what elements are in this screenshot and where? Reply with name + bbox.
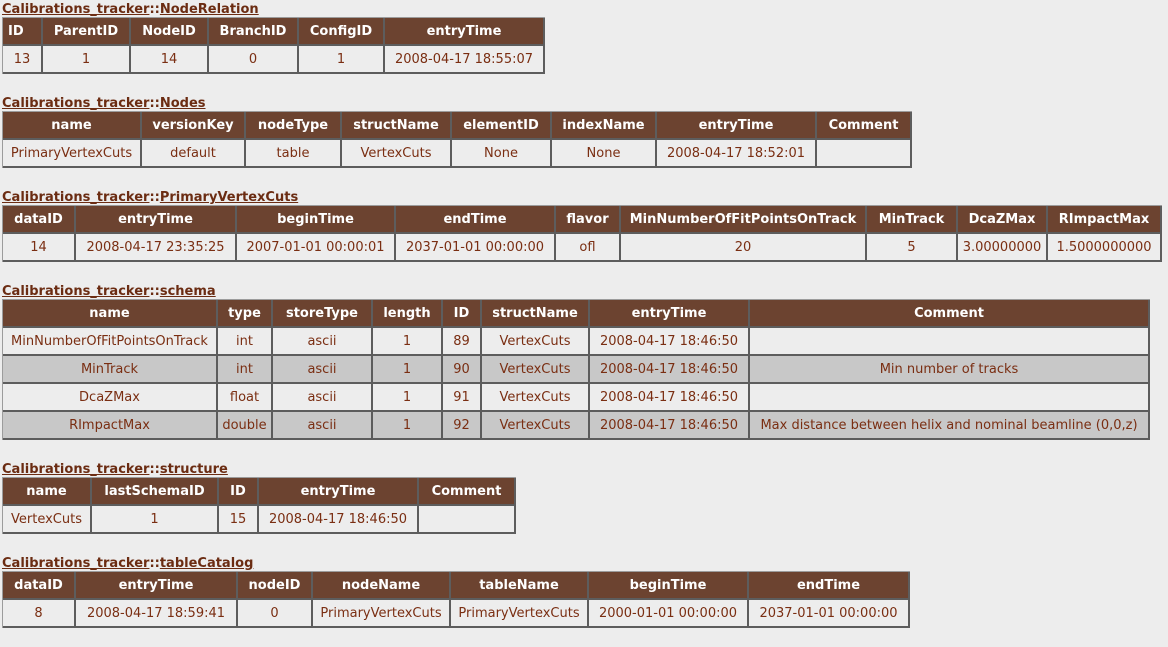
table-cell: 0: [238, 600, 313, 628]
table-cell: 1: [373, 384, 443, 412]
table-cell: 1: [92, 506, 219, 534]
table-cell: VertexCuts: [482, 328, 590, 356]
db-link[interactable]: Calibrations_tracker: [2, 2, 150, 17]
separator: ::: [149, 96, 160, 111]
separator: ::: [149, 190, 160, 205]
table-link[interactable]: PrimaryVertexCuts: [159, 190, 299, 205]
section-title: [2, 557, 910, 571]
table-cell: 2008-04-17 18:46:50: [590, 412, 750, 440]
col-header[interactable]: endTime: [396, 206, 556, 234]
table-cell: 1: [43, 46, 131, 74]
table-row: [3, 506, 516, 534]
separator: ::: [149, 2, 160, 17]
section-title: [2, 191, 1162, 205]
table-cell: [750, 384, 1150, 412]
table-link[interactable]: NodeRelation: [159, 2, 259, 17]
col-header[interactable]: DcaZMax: [958, 206, 1048, 234]
table-cell: Max distance between helix and nominal beamline (0,0,z): [750, 412, 1150, 440]
table-cell: 89: [443, 328, 482, 356]
table-cell: 2008-04-17 18:46:50: [590, 328, 750, 356]
table-cell: 0: [209, 46, 299, 74]
section-schema: [2, 285, 1150, 440]
col-header[interactable]: MinNumberOfFitPointsOnTrack: [621, 206, 867, 234]
col-header[interactable]: Comment: [817, 112, 912, 140]
table-cell: [817, 140, 912, 168]
table-cell: [419, 506, 516, 534]
col-header[interactable]: nodeName: [313, 572, 451, 600]
col-header[interactable]: structName: [482, 300, 590, 328]
table-cell: 2000-01-01 00:00:00: [589, 600, 749, 628]
schema-table: [2, 299, 1150, 440]
table-cell: 1.5000000000: [1048, 234, 1162, 262]
table-row: [3, 384, 1150, 412]
col-header[interactable]: NodeID: [131, 18, 209, 46]
table-cell: [750, 328, 1150, 356]
separator: ::: [149, 462, 160, 477]
table-row: [3, 328, 1150, 356]
section-nodes: [2, 97, 912, 168]
table-cell: 13: [3, 46, 43, 74]
table-cell: 2008-04-17 23:35:25: [76, 234, 237, 262]
table-cell: 20: [621, 234, 867, 262]
col-header[interactable]: structName: [342, 112, 452, 140]
col-header[interactable]: dataID: [3, 572, 76, 600]
table-cell: VertexCuts: [482, 412, 590, 440]
table-row: [3, 412, 1150, 440]
col-header[interactable]: MinTrack: [867, 206, 958, 234]
table-cell: float: [218, 384, 273, 412]
table-cell: 2008-04-17 18:59:41: [76, 600, 238, 628]
table-cell: ascii: [273, 384, 373, 412]
col-header[interactable]: Comment: [750, 300, 1150, 328]
table-cell: RImpactMax: [3, 412, 218, 440]
db-link[interactable]: Calibrations_tracker: [2, 96, 150, 111]
table-cell: MinNumberOfFitPointsOnTrack: [3, 328, 218, 356]
table-cell: 14: [3, 234, 76, 262]
node-relation-table: [2, 17, 545, 74]
section-structure: [2, 463, 516, 534]
nodes-table: [2, 111, 912, 168]
table-cell: ascii: [273, 328, 373, 356]
col-header[interactable]: Comment: [419, 478, 516, 506]
col-header[interactable]: versionKey: [142, 112, 246, 140]
table-link[interactable]: tableCatalog: [159, 556, 254, 571]
table-cell: 3.00000000: [958, 234, 1048, 262]
col-header[interactable]: storeType: [273, 300, 373, 328]
table-link[interactable]: schema: [159, 284, 216, 299]
col-header[interactable]: entryTime: [385, 18, 545, 46]
col-header[interactable]: tableName: [451, 572, 589, 600]
table-cell: double: [218, 412, 273, 440]
table-cell: VertexCuts: [482, 384, 590, 412]
table-cell: ascii: [273, 356, 373, 384]
col-header[interactable]: lastSchemaID: [92, 478, 219, 506]
table-cell: 90: [443, 356, 482, 384]
primary-vertex-cuts-table: [2, 205, 1162, 262]
table-cell: 8: [3, 600, 76, 628]
table-cell: default: [142, 140, 246, 168]
table-cell: 2037-01-01 00:00:00: [749, 600, 910, 628]
table-cell: None: [452, 140, 552, 168]
table-cell: 2008-04-17 18:46:50: [590, 356, 750, 384]
table-cell: 1: [373, 412, 443, 440]
col-header[interactable]: length: [373, 300, 443, 328]
section-title: [2, 285, 1150, 299]
section-table-catalog: [2, 557, 910, 628]
col-header[interactable]: entryTime: [657, 112, 817, 140]
col-header[interactable]: endTime: [749, 572, 910, 600]
section-title: [2, 463, 516, 477]
separator: ::: [149, 284, 160, 299]
table-cell: 2007-01-01 00:00:01: [237, 234, 396, 262]
section-title: [2, 3, 545, 17]
col-header[interactable]: entryTime: [76, 206, 237, 234]
col-header[interactable]: flavor: [556, 206, 621, 234]
table-cell: 14: [131, 46, 209, 74]
col-header[interactable]: ID: [3, 18, 43, 46]
table-cell: 1: [373, 356, 443, 384]
col-header[interactable]: type: [218, 300, 273, 328]
col-header[interactable]: beginTime: [237, 206, 396, 234]
col-header[interactable]: ConfigID: [299, 18, 385, 46]
col-header[interactable]: entryTime: [259, 478, 419, 506]
table-cell: MinTrack: [3, 356, 218, 384]
table-row: [3, 140, 912, 168]
table-cell: 15: [219, 506, 259, 534]
col-header[interactable]: BranchID: [209, 18, 299, 46]
table-cell: VertexCuts: [342, 140, 452, 168]
col-header[interactable]: dataID: [3, 206, 76, 234]
table-cell: 91: [443, 384, 482, 412]
db-link[interactable]: Calibrations_tracker: [2, 556, 150, 571]
col-header[interactable]: entryTime: [76, 572, 238, 600]
table-cell: int: [218, 328, 273, 356]
section-title: [2, 97, 912, 111]
table-cell: None: [552, 140, 657, 168]
table-cell: ascii: [273, 412, 373, 440]
col-header[interactable]: elementID: [452, 112, 552, 140]
col-header[interactable]: entryTime: [590, 300, 750, 328]
col-header[interactable]: RImpactMax: [1048, 206, 1162, 234]
col-header[interactable]: ParentID: [43, 18, 131, 46]
structure-table: [2, 477, 516, 534]
table-cell: ofl: [556, 234, 621, 262]
table-cell: Min number of tracks: [750, 356, 1150, 384]
table-link[interactable]: Nodes: [159, 96, 206, 111]
col-header[interactable]: beginTime: [589, 572, 749, 600]
table-cell: VertexCuts: [3, 506, 92, 534]
table-cell: 92: [443, 412, 482, 440]
table-cell: int: [218, 356, 273, 384]
table-cell: 2008-04-17 18:55:07: [385, 46, 545, 74]
table-link[interactable]: structure: [159, 462, 228, 477]
col-header[interactable]: nodeType: [246, 112, 342, 140]
section-node-relation: [2, 3, 545, 74]
table-cell: PrimaryVertexCuts: [313, 600, 451, 628]
col-header[interactable]: ID: [219, 478, 259, 506]
db-link[interactable]: Calibrations_tracker: [2, 190, 150, 205]
col-header[interactable]: name: [3, 478, 92, 506]
table-cell: 2008-04-17 18:46:50: [259, 506, 419, 534]
table-row: [3, 356, 1150, 384]
table-row: [3, 46, 545, 74]
table-cell: 2008-04-17 18:46:50: [590, 384, 750, 412]
table-cell: VertexCuts: [482, 356, 590, 384]
db-link[interactable]: Calibrations_tracker: [2, 284, 150, 299]
table-cell: 1: [373, 328, 443, 356]
table-cell: PrimaryVertexCuts: [451, 600, 589, 628]
col-header[interactable]: ID: [443, 300, 482, 328]
table-cell: 2008-04-17 18:52:01: [657, 140, 817, 168]
table-row: [3, 234, 1162, 262]
col-header[interactable]: nodeID: [238, 572, 313, 600]
separator: ::: [149, 556, 160, 571]
table-cell: 5: [867, 234, 958, 262]
col-header[interactable]: indexName: [552, 112, 657, 140]
table-cell: 2037-01-01 00:00:00: [396, 234, 556, 262]
table-row: [3, 600, 910, 628]
table-cell: DcaZMax: [3, 384, 218, 412]
table-cell: 1: [299, 46, 385, 74]
db-link[interactable]: Calibrations_tracker: [2, 462, 150, 477]
section-primary-vertex-cuts: [2, 191, 1162, 262]
table-catalog-table: [2, 571, 910, 628]
col-header[interactable]: name: [3, 112, 142, 140]
table-cell: table: [246, 140, 342, 168]
col-header[interactable]: name: [3, 300, 218, 328]
table-cell: PrimaryVertexCuts: [3, 140, 142, 168]
